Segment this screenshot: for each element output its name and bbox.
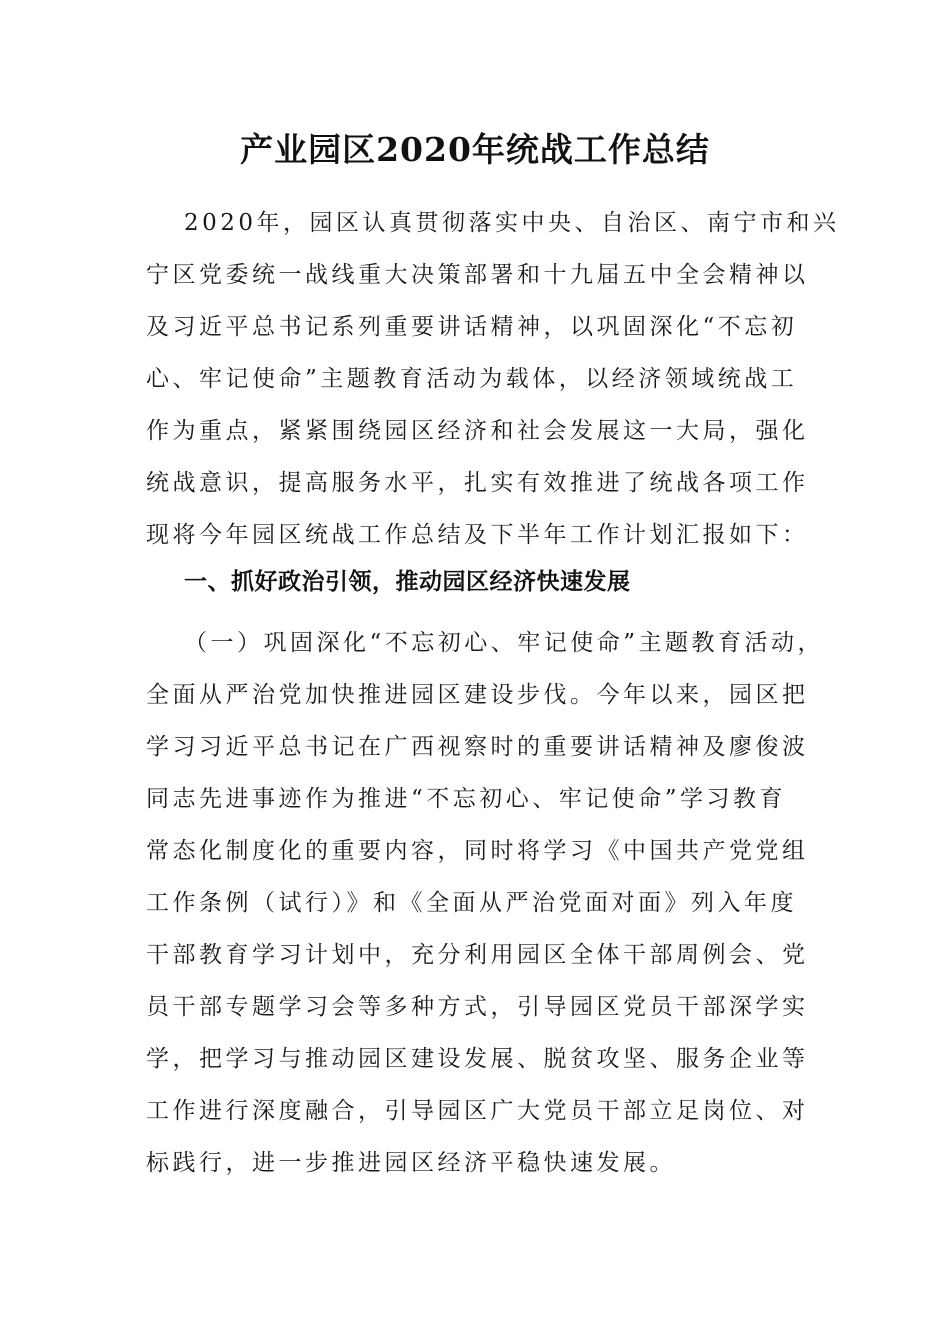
text-line: 心、牢记使命”主题教育活动为载体，以经济领域统战工 bbox=[146, 366, 798, 392]
text-line: 标践行，进一步推进园区经济平稳快速发展。 bbox=[146, 1150, 676, 1176]
text-line: 宁区党委统一战线重大决策部署和十九届五中全会精神以 bbox=[146, 262, 809, 288]
text-line: （一）巩固深化“不忘初心、牢记使命”主题教育活动， bbox=[184, 630, 825, 656]
text-line: 现将今年园区统战工作总结及下半年工作计划汇报如下： bbox=[146, 522, 809, 548]
text-line: 工作条例（试行）》和《全面从严治党面对面》列入年度 bbox=[146, 890, 797, 916]
text-line: 工作进行深度融合，引导园区广大党员干部立足岗位、对 bbox=[146, 1098, 809, 1124]
document-title: 产业园区2020年统战工作总结 bbox=[240, 130, 710, 169]
text-line: 员干部专题学习会等多种方式，引导园区党员干部深学实 bbox=[146, 994, 809, 1020]
paragraph-intro bbox=[146, 197, 840, 561]
text-line: 同志先进事迹作为推进“不忘初心、牢记使命”学习教育 bbox=[146, 786, 787, 812]
text-line: 及习近平总书记系列重要讲话精神，以巩固深化“不忘初 bbox=[146, 314, 798, 340]
text-line: 干部教育学习计划中，充分利用园区全体干部周例会、党 bbox=[146, 942, 809, 968]
text-line: 常态化制度化的重要内容，同时将学习《中国共产党党组 bbox=[146, 838, 809, 864]
text-line: 全面从严治党加快推进园区建设步伐。今年以来，园区把 bbox=[146, 682, 809, 708]
text-line: 统战意识，提高服务水平，扎实有效推进了统战各项工作 bbox=[146, 470, 809, 496]
text-line: 学习习近平总书记在广西视察时的重要讲话精神及廖俊波 bbox=[146, 734, 809, 760]
text-line: 2020年，园区认真贯彻落实中央、自治区、南宁市和兴 bbox=[184, 210, 840, 236]
text-line: 作为重点，紧紧围绕园区经济和社会发展这一大局，强化 bbox=[146, 418, 809, 444]
section-heading: 一、抓好政治引领，推动园区经济快速发展 bbox=[184, 569, 631, 595]
paragraph-section1-item1 bbox=[146, 617, 826, 1189]
text-line: 学，把学习与推动园区建设发展、脱贫攻坚、服务企业等 bbox=[146, 1046, 809, 1072]
